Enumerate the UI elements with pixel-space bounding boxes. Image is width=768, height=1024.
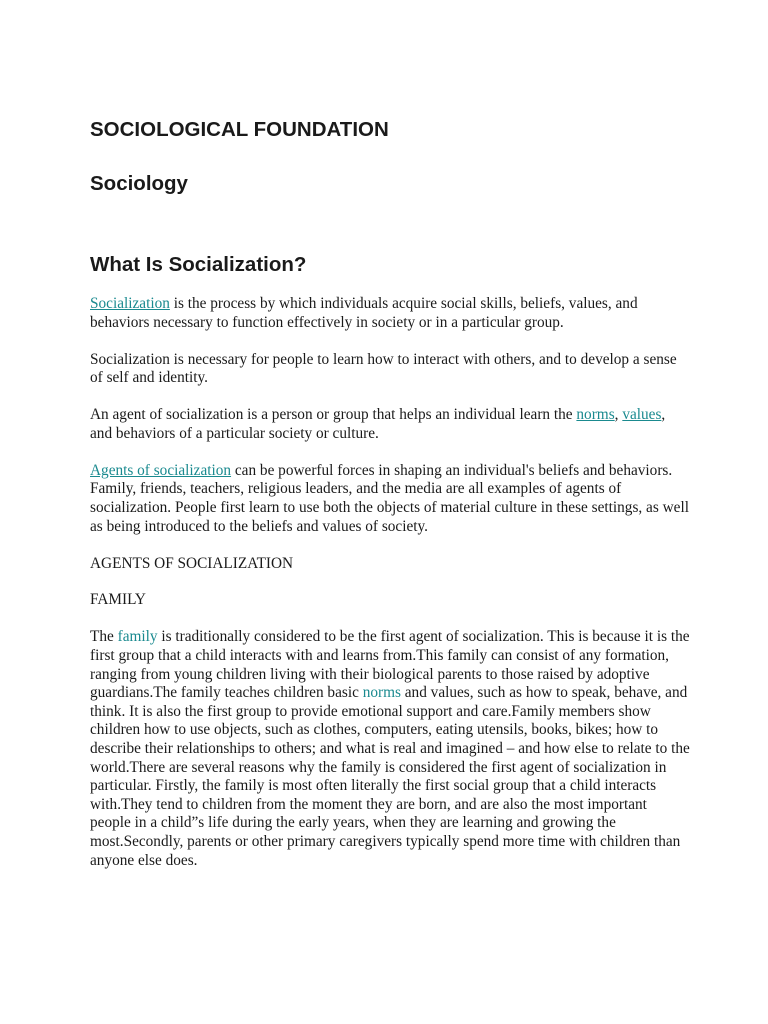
document-body [90,295,690,889]
paragraph-necessity: Socialization is necessary for people to learn how to interact with others, and to develop a sense of self and identity. [90,350,677,387]
section-heading-sociology: Sociology [90,172,188,195]
paragraph-agent-definition [90,406,690,443]
paragraph-text: and values, such as how to speak, behave, and think. It is also the first group to provide emotional support and care.Family members show children how to use objects, such as clothes, computers, eating utensils, books, bikes; how to describe their relationships to others; and what is real and imagined – and how else to relate to the world.There are several reasons why the family is considered the first agent of socialization in particular. Firstly, the family is most often literally the first social group that a child interacts with.They tend to children from the moment they are born, and are also the most important people in a child”s life during the early years, when they are learning and growing the most.Secondly, parents or other primary caregivers typically spend more time with children than anyone else does. [90,684,690,869]
paragraph-text: An agent of socialization is a person or group that helps an individual learn the [90,406,577,424]
paragraph-text: The [90,628,118,646]
section-heading-what-is-socialization: What Is Socialization? [90,253,307,276]
paragraph-definition [90,295,690,332]
section-label-agents: AGENTS OF SOCIALIZATION [90,554,294,572]
paragraph-family [90,628,690,870]
link-values[interactable]: values [622,406,662,424]
paragraph-text: , and behaviors of a particular society or culture. [90,406,666,442]
separator-text: , [614,406,623,424]
paragraph-text: can be powerful forces in shaping an individual's beliefs and behaviors. Family, friends, teachers, religious leaders, and the media are all examples of agents of socialization. People first learn to use both the objects of material culture in these settings, as well as being introduced to the beliefs and values of society. [90,461,689,535]
link-agents-of-socialization[interactable]: Agents of socialization [90,461,232,479]
link-norms-family[interactable]: norms [362,684,401,702]
link-socialization[interactable]: Socialization [90,295,170,312]
link-norms[interactable]: norms [576,406,615,424]
document-title: SOCIOLOGICAL FOUNDATION [90,118,389,141]
section-label-family: FAMILY [90,591,146,609]
paragraph-text: is traditionally considered to be the first agent of socialization. This is because it is the first group that a child interacts with and learns from.This family can consist of any formation, ranging from young children living with their biological parents to those raised by adoptive guardians.The family teaches children basic [90,628,690,702]
paragraph-agents-forces [90,462,690,536]
link-family[interactable]: family [117,628,158,646]
paragraph-text: is the process by which individuals acquire social skills, beliefs, values, and behaviors necessary to function effectively in society or in a particular group. [90,295,638,331]
